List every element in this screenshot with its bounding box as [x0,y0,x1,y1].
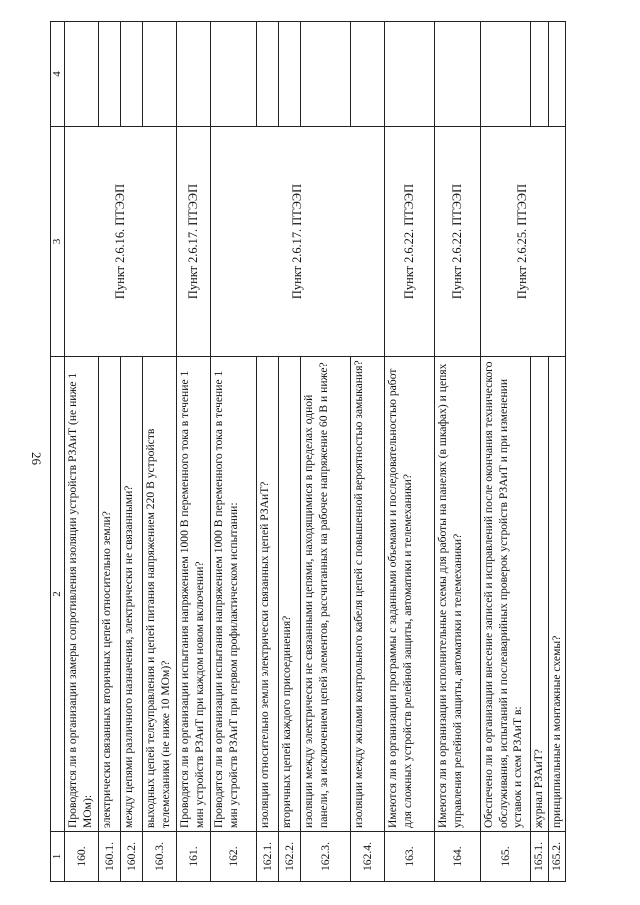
header-row [51,22,65,882]
row-question: Проводятся ли в организации замеры сопротивления изоляции устройств РЗАиТ (не ниже 1 МОм): [65,357,99,832]
row-number: 165.2. [548,832,565,882]
row-question: Обеспечено ли в организации внесение записей и исправлений после окончания технического обслуживания, испытаний и послеаварийных проверок устройств РЗАиТ и при изменении уставок и схем РЗАиТ в: [481,357,531,832]
row-question: изоляции между жилами контрольного кабеля цепей с повышенной вероятностью замыкания? [351,357,385,832]
table-row [177,22,211,882]
row-number: 165. [481,832,531,882]
answer-cell [121,22,143,127]
row-question: вторичных цепей каждого присоединения? [279,357,301,832]
checklist-table-rotated [50,22,610,882]
row-number: 160. [65,832,99,882]
answer-cell [211,22,257,127]
row-question: изоляции между электрически не связанными цепями, находящимися в пределах одной панели, за исключением цепей элементов, рассчитанных на рабочее напряжение 60 В и ниже? [301,357,351,832]
row-number: 162.2. [279,832,301,882]
reference-cell: Пункт 2.6.25. ПТЭЭП [481,127,565,357]
row-question: Имеются ли в организации программы с заданными объемами и последовательностью работ для сложных устройств релейной защиты, автоматики и телемеханики? [385,357,435,832]
answer-cell [548,22,565,127]
row-question: принципиальные и монтажные схемы? [548,357,565,832]
answer-cell [143,22,177,127]
row-question: Имеются ли в организации исполнительные схемы для работы на панелях (в шкафах) и цепях управления релейной защиты, автоматики и телемеханики? [435,357,481,832]
row-number: 160.2. [121,832,143,882]
row-number: 161. [177,832,211,882]
row-number: 162.1. [257,832,279,882]
answer-cell [531,22,548,127]
answer-cell [435,22,481,127]
row-number: 165.1. [531,832,548,882]
row-number: 162.3. [301,832,351,882]
row-number: 160.3. [143,832,177,882]
row-question: журнал РЗАиТ? [531,357,548,832]
reference-cell: Пункт 2.6.22. ПТЭЭП [435,127,481,357]
answer-cell [279,22,301,127]
page-number: 26 [29,452,44,465]
table-row [435,22,481,882]
table-row [385,22,435,882]
answer-cell [301,22,351,127]
table-row [211,22,257,882]
row-number: 160.1. [99,832,121,882]
row-question: Проводятся ли в организации испытания напряжением 1000 В переменного тока в течение 1 мин устройств РЗАиТ при каждом новом включении? [177,357,211,832]
reference-cell: Пункт 2.6.22. ПТЭЭП [385,127,435,357]
answer-cell [99,22,121,127]
answer-cell [385,22,435,127]
row-number: 163. [385,832,435,882]
row-question: электрически связанных вторичных цепей относительно земли? [99,357,121,832]
header-col-4: 4 [51,22,65,127]
table-row [65,22,99,882]
row-question: Проводятся ли в организации испытания напряжением 1000 В переменного тока в течение 1 мин устройств РЗАиТ при первом профилактическом испытании: [211,357,257,832]
header-col-1: 1 [51,832,65,882]
row-number: 164. [435,832,481,882]
answer-cell [351,22,385,127]
checklist-table [50,21,566,882]
row-number: 162. [211,832,257,882]
reference-cell: Пункт 2.6.16. ПТЭЭП [65,127,177,357]
reference-cell: Пункт 2.6.17. ПТЭЭП [211,127,385,357]
header-col-3: 3 [51,127,65,357]
answer-cell [177,22,211,127]
row-question: выходных цепей телеуправления и цепей питания напряжением 220 В устройств телемеханики (не ниже 10 МОм)? [143,357,177,832]
answer-cell [65,22,99,127]
row-question: изоляции относительно земли электрически связанных цепей РЗАиТ? [257,357,279,832]
answer-cell [257,22,279,127]
table-row [481,22,531,882]
answer-cell [481,22,531,127]
row-question: между цепями различного назначения, электрически не связанными? [121,357,143,832]
reference-cell: Пункт 2.6.17. ПТЭЭП [177,127,211,357]
row-number: 162.4. [351,832,385,882]
header-col-2: 2 [51,357,65,832]
